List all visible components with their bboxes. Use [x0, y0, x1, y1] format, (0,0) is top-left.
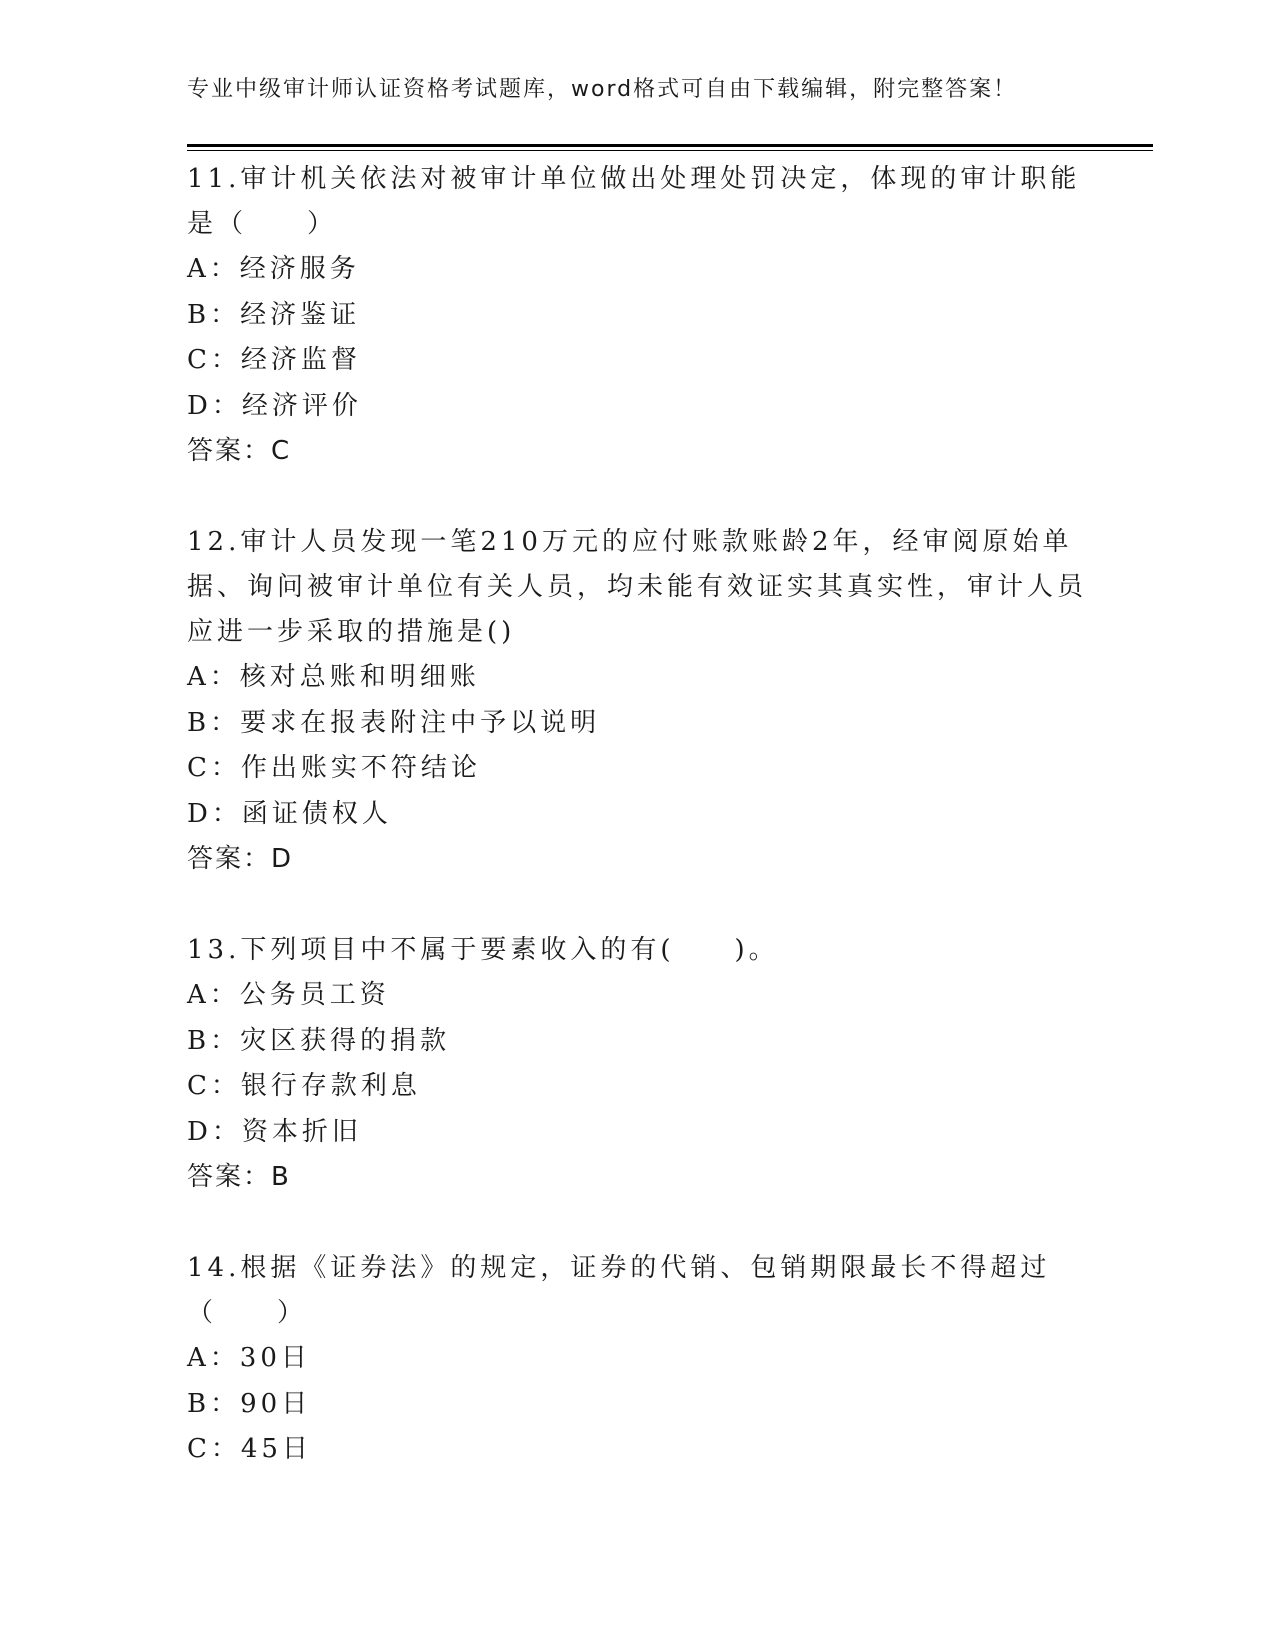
question-12 — [187, 520, 1087, 882]
answer: 答案：C — [187, 436, 292, 466]
option-d: D：资本折旧 — [187, 1116, 362, 1147]
spacer — [187, 1200, 1087, 1246]
option-d: D：经济评价 — [187, 390, 362, 421]
option-a: A：30日 — [187, 1343, 311, 1373]
question-stem: 13.下列项目中不属于要素收入的有( )。 — [187, 935, 779, 965]
option-c: C：45日 — [187, 1434, 312, 1464]
header-rule-thin — [187, 150, 1153, 151]
spacer — [187, 882, 1087, 928]
answer: 答案：B — [187, 1162, 291, 1192]
question-stem: 12.审计人员发现一笔210万元的应付账款账龄2年，经审阅原始单据、询问被审计单位有关人员，均未能有效证实其真实性，审计人员应进一步采取的措施是() — [187, 527, 1088, 647]
spacer — [187, 474, 1087, 520]
question-14 — [187, 1246, 1087, 1473]
question-13 — [187, 928, 1087, 1200]
question-stem: 11.审计机关依法对被审计单位做出处理处罚决定，体现的审计职能是（ ） — [187, 164, 1081, 239]
option-b: B：90日 — [187, 1388, 312, 1419]
question-list — [187, 157, 1087, 1473]
option-c: C：银行存款利息 — [187, 1071, 421, 1101]
option-b: B：灾区获得的捐款 — [187, 1025, 451, 1056]
answer: 答案：D — [187, 844, 294, 874]
option-b: B：要求在报表附注中予以说明 — [187, 707, 601, 738]
question-11 — [187, 157, 1087, 474]
option-a: A：核对总账和明细账 — [187, 662, 480, 692]
option-b: B：经济鉴证 — [187, 299, 361, 330]
header-rule-thick — [187, 144, 1153, 147]
option-c: C：作出账实不符结论 — [187, 753, 481, 783]
page-header: 专业中级审计师认证资格考试题库，word格式可自由下载编辑，附完整答案！ — [187, 77, 1018, 102]
question-stem: 14.根据《证券法》的规定，证券的代销、包销期限最长不得超过（ ） — [187, 1253, 1051, 1328]
option-d: D：函证债权人 — [187, 798, 392, 829]
option-a: A：公务员工资 — [187, 980, 390, 1010]
option-c: C：经济监督 — [187, 345, 361, 375]
option-a: A：经济服务 — [187, 254, 360, 284]
